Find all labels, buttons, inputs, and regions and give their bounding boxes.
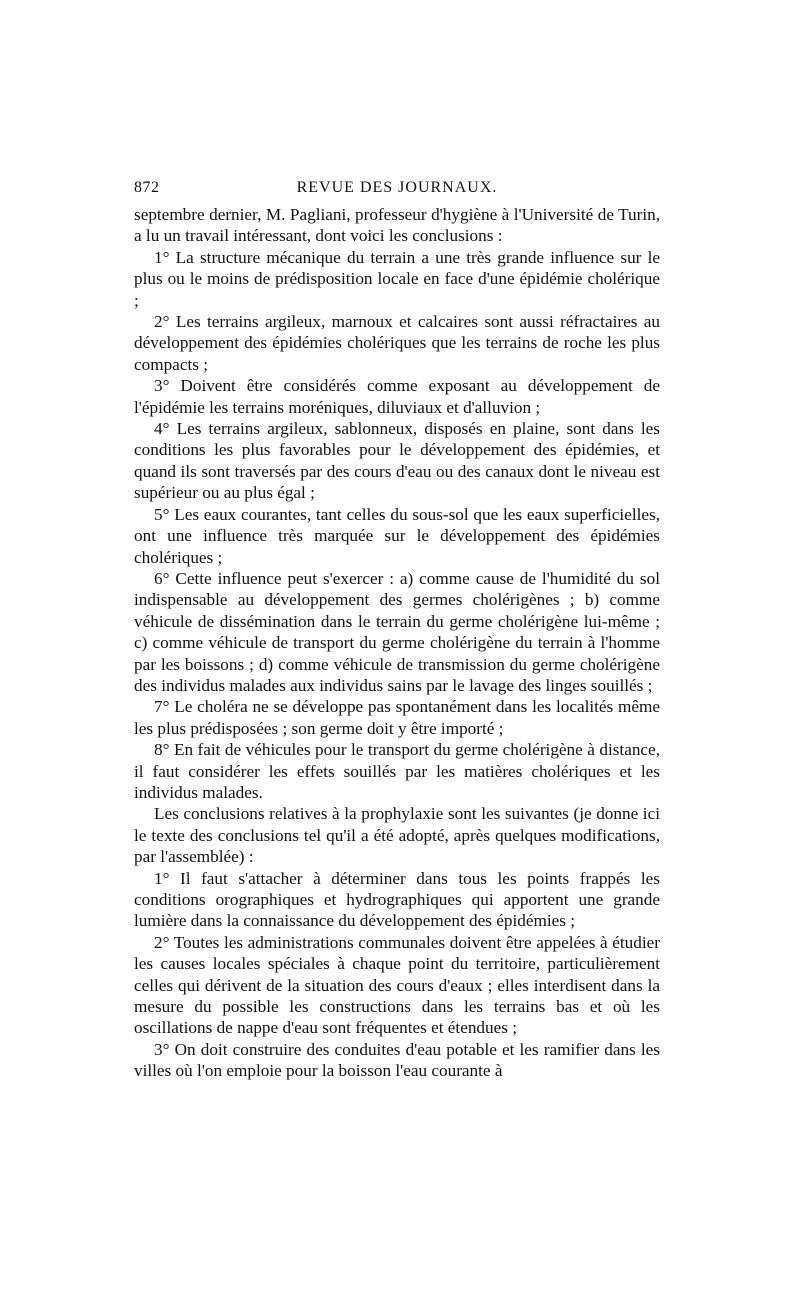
paragraph-prophylaxis-intro: Les conclusions relatives à la prophylaxie sont les suivantes (je donne ici le texte des conclusions tel qu'il a été adopté, après quelques modifications, par l'assemblée) : <box>134 804 660 867</box>
page-number: 872 <box>134 179 160 196</box>
journal-title: REVUE DES JOURNAUX. <box>296 179 498 196</box>
paragraph-prophylaxis-1: 1° Il faut s'attacher à déterminer dans tous les points frappés les conditions orographiques et hydrographiques qui apportent une grande lumière dans la connaissance du développement des épidémies ; <box>134 868 660 931</box>
paragraph-prophylaxis-3: 3° On doit construire des conduites d'eau potable et les ramifier dans les villes où l'on emploie pour la boisson l'eau courante à <box>134 1039 660 1081</box>
paragraph-conclusion-4: 4° Les terrains argileux, sablonneux, disposés en plaine, sont dans les conditions les plus favorables pour le développement des épidémies, et quand ils sont traversés par des cours d'eau ou des canaux dont le niveau est supérieur ou au plus égal ; <box>134 419 660 503</box>
paragraph-intro: septembre dernier, M. Pagliani, professeur d'hygiène à l'Université de Turin, a lu un travail intéressant, dont voici les conclusions : <box>134 205 660 246</box>
paragraph-conclusion-1: 1° La structure mécanique du terrain a une très grande influence sur le plus ou le moins de prédisposition locale en face d'une épidémie cholérique ; <box>134 247 660 310</box>
paragraph-conclusion-7: 7° Le choléra ne se développe pas spontanément dans les localités même les plus prédisposées ; son germe doit y être importé ; <box>134 697 660 738</box>
paragraph-conclusion-5: 5° Les eaux courantes, tant celles du sous-sol que les eaux superficielles, ont une influence très marquée sur le développement des épidémies cholériques ; <box>134 504 660 567</box>
running-head <box>134 176 660 200</box>
body-text <box>134 204 660 1082</box>
paragraph-conclusion-6: 6° Cette influence peut s'exercer : a) comme cause de l'humidité du sol indispensable au développement des germes cholérigènes ; b) comme véhicule de dissémination dans le terrain du germe cholérigène lui-même ; c) comme véhicule de transport du germe cholérigène du terrain à l'homme par les boissons ; d) comme véhicule de transmission du germe cholérigène des individus malades aux individus sains par le lavage des linges souillés ; <box>134 568 660 695</box>
paragraph-conclusion-2: 2° Les terrains argileux, marnoux et calcaires sont aussi réfractaires au développement des épidémies cholériques que les terrains de roche les plus compacts ; <box>134 312 660 374</box>
paragraph-conclusion-8: 8° En fait de véhicules pour le transport du germe cholérigène à distance, il faut considérer les effets souillés par les matières cholériques et les individus malades. <box>134 740 660 802</box>
paragraph-conclusion-3: 3° Doivent être considérés comme exposant au développement de l'épidémie les terrains moréniques, diluviaux et d'alluvion ; <box>134 376 660 417</box>
paragraph-prophylaxis-2: 2° Toutes les administrations communales doivent être appelées à étudier les causes locales spéciales à chaque point du territoire, particulièrement celles qui dérivent de la situation des cours d'eaux ; elles interdisent dans la mesure du possible les constructions dans les terrains bas et où les oscillations de nappe d'eau sont fréquentes et étendues ; <box>134 932 660 1038</box>
